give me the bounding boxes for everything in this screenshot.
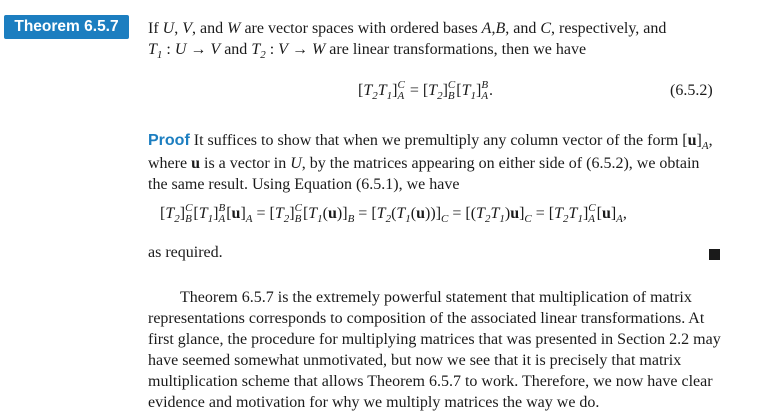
theorem-label: Theorem 6.5.7 bbox=[4, 15, 129, 39]
discussion-line-2: representations corresponds to composition of the associated linear transformations. At bbox=[148, 310, 705, 327]
theorem-statement-line-1: If U, V, and W are vector spaces with ordered bases A,B, and C, respectively, and bbox=[148, 20, 667, 37]
discussion-line-6: evidence and motivation for why we multiply matrices the way we do. bbox=[148, 394, 600, 411]
discussion-line-3: first glance, the procedure for multiplying matrices that was presented in Section 2.2 bbox=[148, 331, 690, 348]
proof-line-3: the same result. Using Equation (6.5.1), we have bbox=[148, 176, 460, 193]
proof-line-1: Proof It suffices to show that when we premultiply any column vector of the form $[u]_A$, bbox=[148, 132, 713, 152]
discussion-line-1: Theorem 6.5.7 is the extremely powerful statement that multiplication of matrix bbox=[180, 289, 692, 306]
qed-square-icon bbox=[709, 249, 720, 260]
proof-equation: $[T_2]C$ B $[T_1]B$ $A[u]_A = [T_2]C$ B $[T_1(u)]_B = [T_2(T_1(u))]_C = [(T_2T_1)u]_C = [T_2T_1]C$ A $[u]_A$, bbox=[160, 202, 627, 226]
proof-paragraph bbox=[148, 130, 730, 195]
discussion-paragraph bbox=[148, 287, 730, 413]
proof-line-2: where u is a vector in U, by the matrices appearing on either side of (6.5.2), we obtain bbox=[148, 155, 700, 172]
proof-heading: Proof bbox=[148, 132, 190, 149]
discussion-line-4: may have seemed somewhat unmotivated, but now we see that it is precisely that matrix bbox=[148, 331, 721, 369]
theorem-statement bbox=[148, 18, 730, 62]
theorem-equation: $[T_2T_1]C$ $A = [T_2]C$ B $[T_1]B$ A. bbox=[358, 79, 494, 103]
equation-number: (6.5.2) bbox=[670, 82, 713, 99]
theorem-statement-line-2: $T_1$ : U → V and $T_2$ : V → W are linear transformations, then we have bbox=[148, 41, 587, 61]
discussion-line-5: multiplication scheme that allows Theorem 6.5.7 to work. Therefore, we now have clear bbox=[148, 373, 713, 390]
proof-conclusion: as required. bbox=[148, 244, 223, 261]
